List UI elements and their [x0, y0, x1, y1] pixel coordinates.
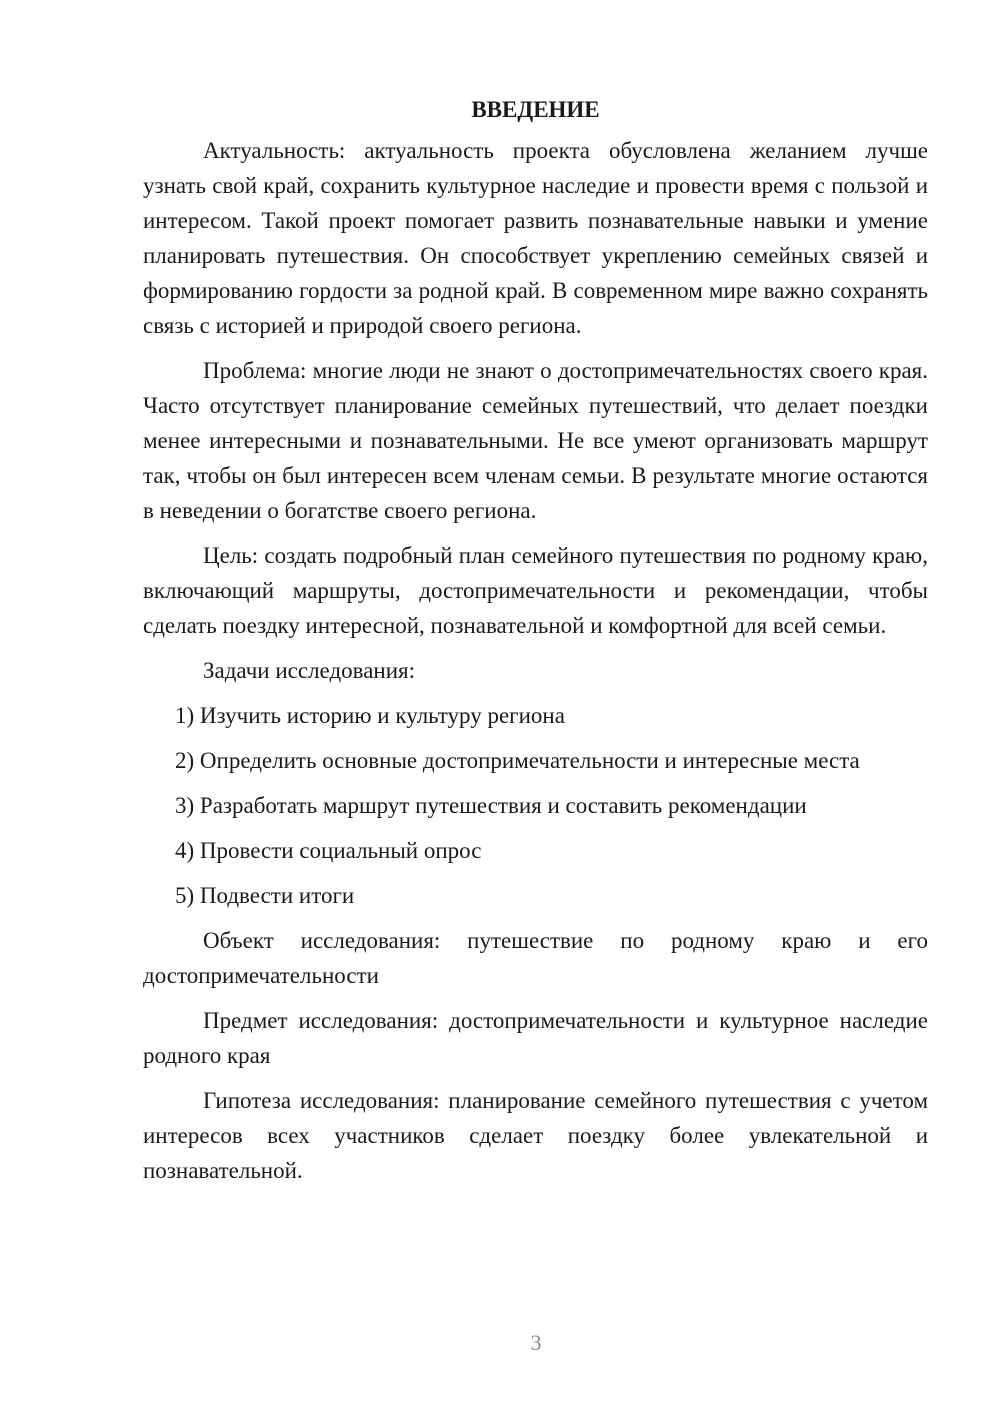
tasks-title: Задачи исследования:	[203, 658, 416, 683]
problem-paragraph: Проблема: многие люди не знают о достопримечательностях своего края. Часто отсутствует планирование семейных путешествий, что делает поездки менее интересными и познавательными. Не все умеют организовать маршрут так, чтобы он был интересен всем членам семьи. В результате многие остаются в неведении о богатстве своего региона.	[143, 358, 928, 523]
goal-paragraph: Цель: создать подробный план семейного путешествия по родному краю, включающий маршруты, достопримечательности и рекомендации, чтобы сделать поездку интересной, познавательной и комфортной для всей семьи.	[143, 543, 928, 638]
relevance-paragraph: Актуальность: актуальность проекта обусловлена желанием лучше узнать свой край, сохранить культурное наследие и провести время с пользой и интересом. Такой проект помогает развить познавательные навыки и умение планировать путешествия. Он способствует укреплению семейных связей и формированию гордости за родной край. В современном мире важно сохранять связь с историей и природой своего региона.	[143, 138, 928, 338]
task-item: 2) Определить основные достопримечательности и интересные места	[175, 748, 860, 773]
page-content	[143, 92, 928, 1198]
section-heading: ВВЕДЕНИЕ	[471, 97, 600, 122]
subject-paragraph: Предмет исследования: достопримечательности и культурное наследие родного края	[143, 1008, 928, 1068]
task-item: 4) Провести социальный опрос	[175, 838, 482, 863]
task-item: 5) Подвести итоги	[175, 883, 355, 908]
tasks-list	[143, 698, 928, 913]
task-item: 3) Разработать маршрут путешествия и составить рекомендации	[175, 793, 807, 818]
object-paragraph: Объект исследования: путешествие по родному краю и его достопримечательности	[143, 928, 928, 988]
page-number: 3	[530, 1330, 542, 1355]
hypothesis-paragraph: Гипотеза исследования: планирование семейного путешествия с учетом интересов всех участников сделает поездку более увлекательной и познавательной.	[143, 1088, 928, 1183]
task-item: 1) Изучить историю и культуру региона	[175, 703, 565, 728]
